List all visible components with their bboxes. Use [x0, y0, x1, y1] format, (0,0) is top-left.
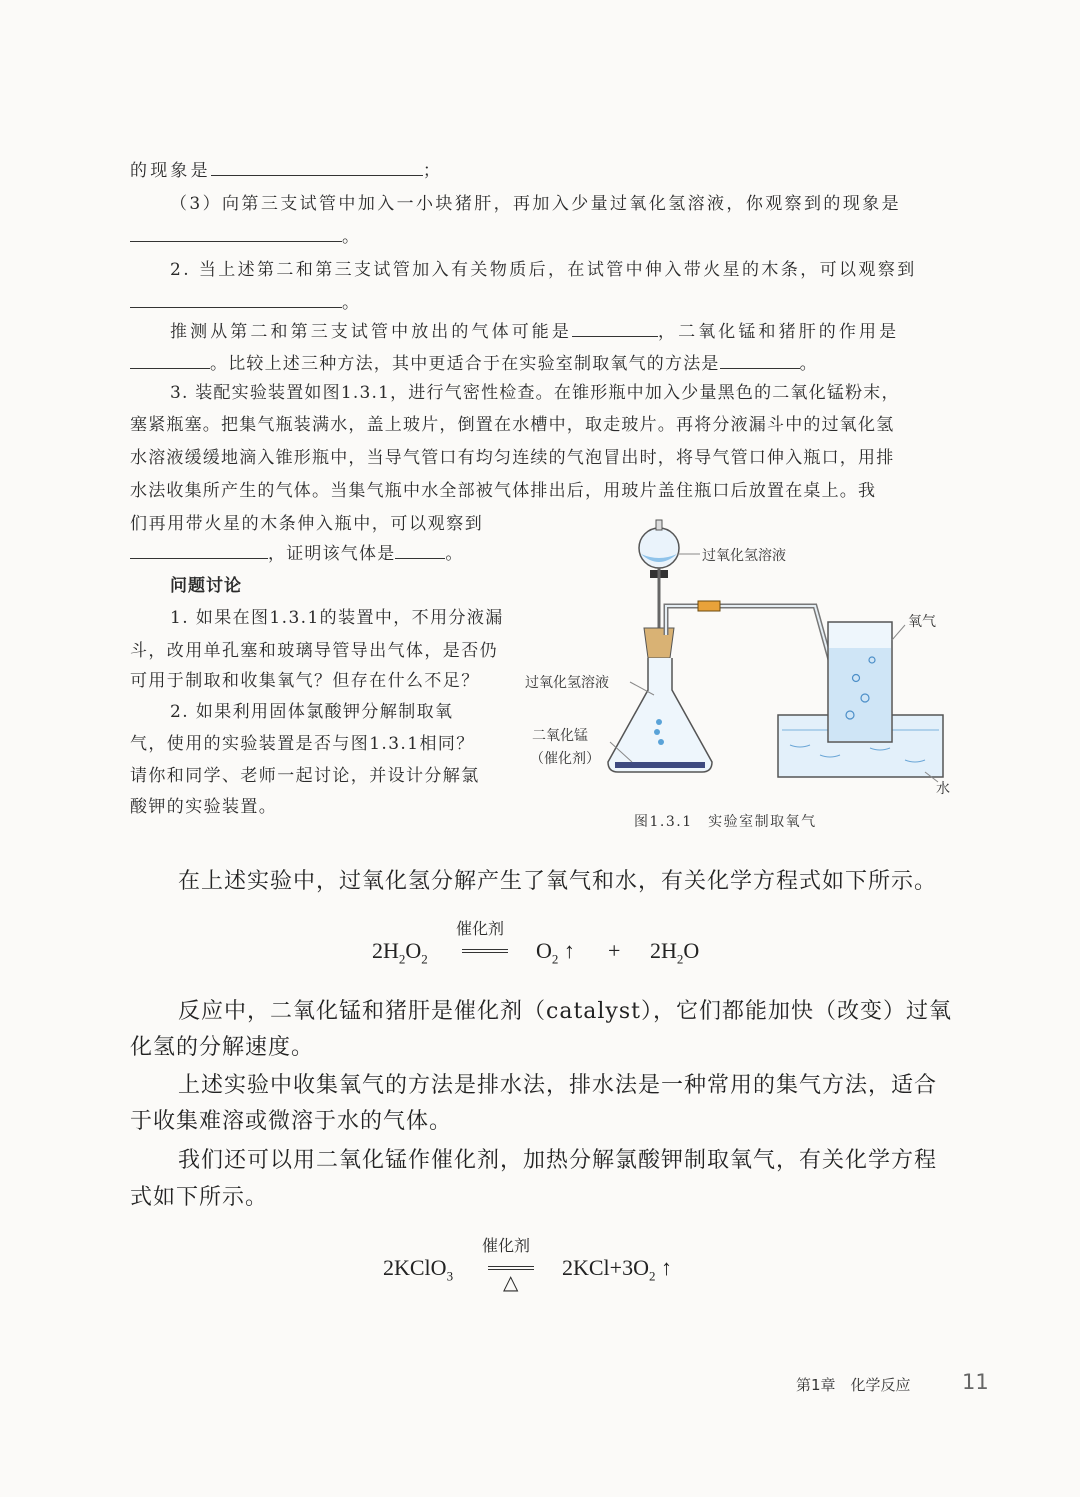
item-3-line: 3. 装配实验装置如图1.3.1，进行气密性检查。在锥形瓶中加入少量黑色的二氧化锰粉末， [170, 383, 900, 403]
answer-blank[interactable] [130, 240, 342, 242]
paragraph: 式如下所示。 [130, 1185, 269, 1210]
paragraph: 我们还可以用二氧化锰作催化剂，加热分解氯酸钾制取氧气，有关化学方程 [178, 1148, 938, 1173]
label-mno2: 二氧化锰 [532, 728, 588, 744]
discussion-line: 酸钾的实验装置。 [130, 797, 278, 817]
eq1-catalyst: 催化剂 [456, 919, 505, 938]
text-line: 。比较上述三种方法，其中更适合于在实验室制取氧气的方法是 。 [130, 349, 818, 374]
discussion-line: 1. 如果在图1.3.1的装置中，不用分液漏 [170, 608, 504, 628]
label-h2o2-left: 过氧化氢溶液 [525, 675, 609, 691]
eq1-equals [462, 949, 508, 953]
question-3-line: （3）向第三支试管中加入一小块猪肝，再加入少量过氧化氢溶液，你观察到的现象是 [170, 194, 902, 214]
drop [654, 729, 660, 735]
page-number: 11 [962, 1370, 989, 1394]
leader-line [892, 625, 905, 640]
paragraph: 上述实验中收集氧气的方法是排水法，排水法是一种常用的集气方法，适合 [178, 1073, 938, 1098]
figure-caption: 图1.3.1 实验室制取氧气 [634, 814, 817, 830]
eq1-reactant: $2H_2O_2$ [372, 938, 428, 967]
answer-blank[interactable] [572, 335, 658, 337]
paragraph: 于收集难溶或微溶于水的气体。 [130, 1109, 453, 1134]
answer-blank[interactable] [130, 367, 210, 369]
text-line: 。 [130, 288, 362, 313]
paragraph: 在上述实验中，过氧化氢分解产生了氧气和水，有关化学方程式如下所示。 [178, 869, 938, 894]
eq1-product-o2: $O_2$ ↑ [536, 938, 575, 967]
answer-blank[interactable] [130, 557, 268, 559]
eq2-reactant: 2KClO$_3$ [383, 1255, 454, 1284]
answer-blank[interactable] [130, 306, 342, 308]
text-line: 的现象是 ； [130, 161, 444, 181]
paragraph: 化氢的分解速度。 [130, 1035, 315, 1060]
item-2-line: 2. 当上述第二和第三支试管加入有关物质后，在试管中伸入带火星的木条，可以观察到 [170, 260, 917, 280]
eq1-product-h2o: $2H_2O$ [650, 938, 700, 967]
discussion-line: 气，使用的实验装置是否与图1.3.1相同？ [130, 734, 475, 754]
discussion-heading: 问题讨论 [170, 576, 242, 596]
text-line: 们再用带火星的木条伸入瓶中，可以观察到 [130, 514, 484, 534]
delivery-tube [666, 606, 850, 732]
text-line: 塞紧瓶塞。把集气瓶装满水，盖上玻片，倒置在水槽中，取走玻片。再将分液漏斗中的过氧化氢 [130, 415, 895, 435]
heat-symbol: △ [503, 1270, 519, 1294]
answer-blank[interactable] [720, 367, 800, 369]
label-oxygen: 氧气 [908, 614, 936, 630]
jar-water [829, 648, 891, 741]
rubber-connector [698, 601, 720, 611]
paragraph: 反应中，二氧化锰和猪肝是催化剂（catalyst），它们都能加快（改变）过氧 [178, 999, 952, 1024]
drop [656, 719, 662, 725]
rubber-stopper [644, 628, 674, 658]
discussion-line: 可用于制取和收集氧气？但存在什么不足？ [130, 671, 480, 691]
discussion-line: 斗，改用单孔塞和玻璃导管导出气体，是否仍 [130, 641, 498, 661]
text-line: 。 [130, 222, 362, 247]
text-line: 水法收集所产生的气体。当集气瓶中水全部被气体排出后，用玻片盖住瓶口后放置在桌上。我 [130, 481, 877, 501]
drop [658, 739, 664, 745]
text-line: ，证明该气体是 。 [130, 539, 464, 564]
answer-blank[interactable] [395, 557, 445, 559]
discussion-line: 请你和同学、老师一起讨论，并设计分解氯 [130, 766, 480, 786]
answer-blank[interactable] [211, 174, 423, 176]
discussion-line: 2. 如果利用固体氯酸钾分解制取氧 [170, 702, 454, 722]
eq2-products: $2KCl+3O_2$ ↑ [562, 1255, 672, 1284]
label-catalyst: （催化剂） [530, 751, 600, 767]
funnel-stopper [656, 520, 662, 530]
label-h2o2-top: 过氧化氢溶液 [702, 548, 786, 564]
text-line: 推测从第二和第三支试管中放出的气体可能是 ，二氧化锰和猪肝的作用是 [170, 322, 900, 342]
mno2-powder [615, 762, 705, 768]
text-line: 水溶液缓缓地滴入锥形瓶中，当导气管口有均匀连续的气泡冒出时，将导气管口伸入瓶口，用排 [130, 448, 895, 468]
eq2-catalyst: 催化剂 [482, 1236, 531, 1255]
chapter-label: 第1章 化学反应 [796, 1376, 911, 1394]
label-water: 水 [936, 781, 950, 797]
eq1-plus: + [608, 938, 621, 963]
